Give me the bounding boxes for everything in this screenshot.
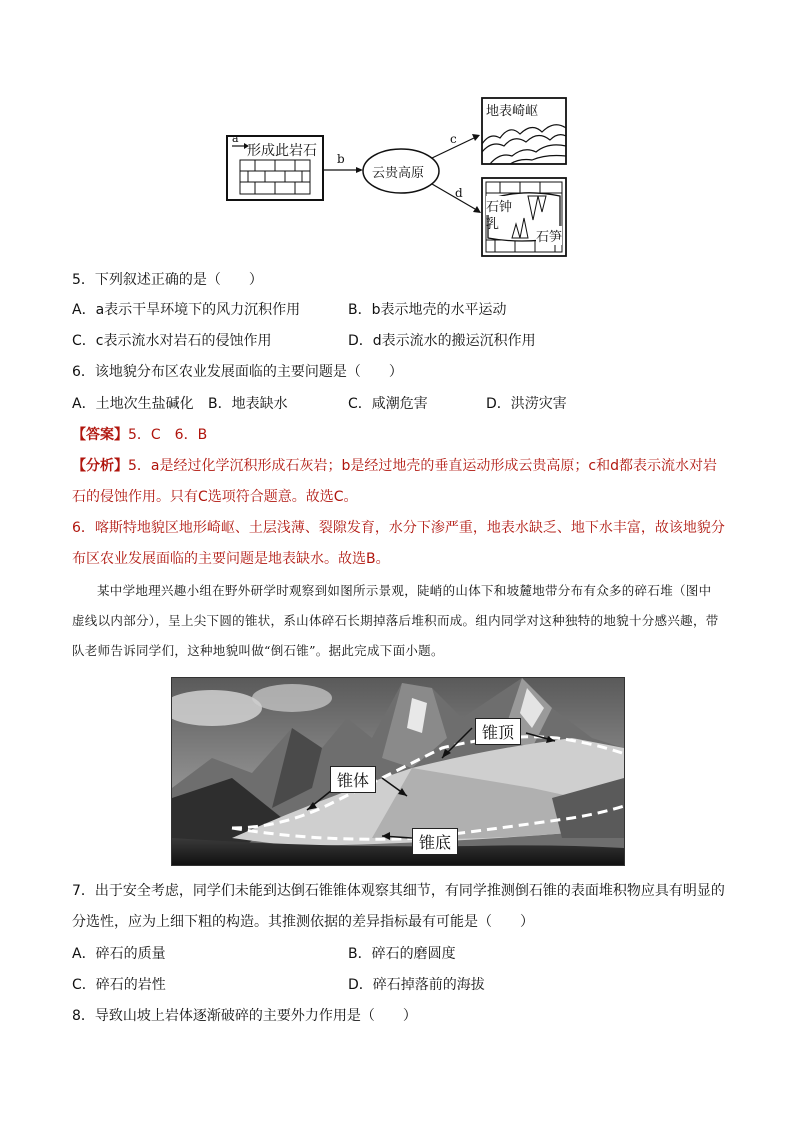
q8-stem: 8．导致山坡上岩体逐渐破碎的主要外力作用是（ ） bbox=[72, 1008, 417, 1024]
q5-option-d[interactable]: D．d表示流水的搬运沉积作用 bbox=[348, 333, 536, 349]
analysis-tag: 【分析】 bbox=[72, 458, 128, 474]
label-cone-top: 锥顶 bbox=[475, 718, 521, 745]
q5-option-c[interactable]: C．c表示流水对岩石的侵蚀作用 bbox=[72, 333, 272, 349]
q7-option-a[interactable]: A．碎石的质量 bbox=[72, 946, 166, 962]
stalactite-label-1: 石钟 bbox=[486, 196, 512, 215]
q5-option-a[interactable]: A．a表示干旱环境下的风力沉积作用 bbox=[72, 302, 301, 318]
q5-stem: 5．下列叙述正确的是（ ） bbox=[72, 272, 263, 288]
q6-stem: 6．该地貌分布区农业发展面临的主要问题是（ ） bbox=[72, 364, 403, 380]
q5-option-b[interactable]: B．b表示地壳的水平运动 bbox=[348, 302, 507, 318]
stalactite-label-2: 乳 bbox=[486, 217, 500, 232]
label-cone-bottom: 锥底 bbox=[412, 828, 458, 855]
analysis-line-1 bbox=[72, 456, 717, 476]
arrow-b-label: b bbox=[337, 152, 345, 166]
arrow-d-label: d bbox=[455, 186, 463, 200]
q7-stem-line2: 分选性，应为上细下粗的构造。其推测依据的差异指标最有可能是（ ） bbox=[72, 914, 534, 930]
answer-tag: 【答案】 bbox=[72, 427, 128, 443]
q6-option-d[interactable]: D．洪涝灾害 bbox=[486, 396, 567, 412]
material-intro: 某中学地理兴趣小组在野外研学时观察到如图所示景观，陡峭的山体下和坡麓地带分布有众多的碎石堆（图中虚线以内部分），呈上尖下圆的锥状，系山体碎石长期掉落后堆积而成。组内同学对这种独特的地貌十分感兴趣，带队老师告诉同学们，这种地貌叫做“倒石锥”。据此完成下面小题。 bbox=[72, 583, 719, 658]
answer-text: 5．C 6．B bbox=[128, 427, 208, 443]
analysis-p2-line2: 布区农业发展面临的主要问题是地表缺水。故选B。 bbox=[72, 551, 390, 567]
center-label: 云贵高原 bbox=[372, 166, 425, 181]
arrow-c-label: c bbox=[450, 132, 457, 146]
rock-formation-diagram bbox=[220, 92, 580, 262]
q7-option-c[interactable]: C．碎石的岩性 bbox=[72, 977, 166, 993]
analysis-p1-line2: 石的侵蚀作用。只有C选项符合题意。故选C。 bbox=[72, 489, 358, 505]
q6-option-b[interactable]: B．地表缺水 bbox=[208, 396, 288, 412]
analysis-p1-line1: 5．a是经过化学沉积形成石灰岩；b是经过地壳的垂直运动形成云贵高原；c和d都表示流水对岩 bbox=[128, 458, 717, 474]
q6-option-a[interactable]: A．土地次生盐碱化 bbox=[72, 396, 194, 412]
photo-graphics bbox=[172, 678, 624, 865]
stalagmite-label: 石笋 bbox=[536, 226, 562, 245]
arrow-a-label: a bbox=[232, 132, 239, 145]
q7-stem-line1: 7．出于安全考虑，同学们未能到达倒石锥锥体观察其细节，有同学推测倒石锥的表面堆积物应具有明显的 bbox=[72, 883, 725, 899]
left-box-label: 形成此岩石 bbox=[247, 143, 317, 159]
analysis-p2-line1: 6．喀斯特地貌区地形崎岖、土层浅薄、裂隙发育，水分下渗严重，地表水缺乏、地下水丰富，故该地貌分 bbox=[72, 520, 725, 536]
top-right-label: 地表崎岖 bbox=[486, 100, 538, 119]
talus-cone-photo bbox=[171, 677, 625, 866]
q7-option-d[interactable]: D．碎石掉落前的海拔 bbox=[348, 977, 485, 993]
answer-row bbox=[72, 425, 207, 445]
q6-option-c[interactable]: C．咸潮危害 bbox=[348, 396, 428, 412]
q7-option-b[interactable]: B．碎石的磨圆度 bbox=[348, 946, 456, 962]
label-cone-body: 锥体 bbox=[330, 766, 376, 793]
